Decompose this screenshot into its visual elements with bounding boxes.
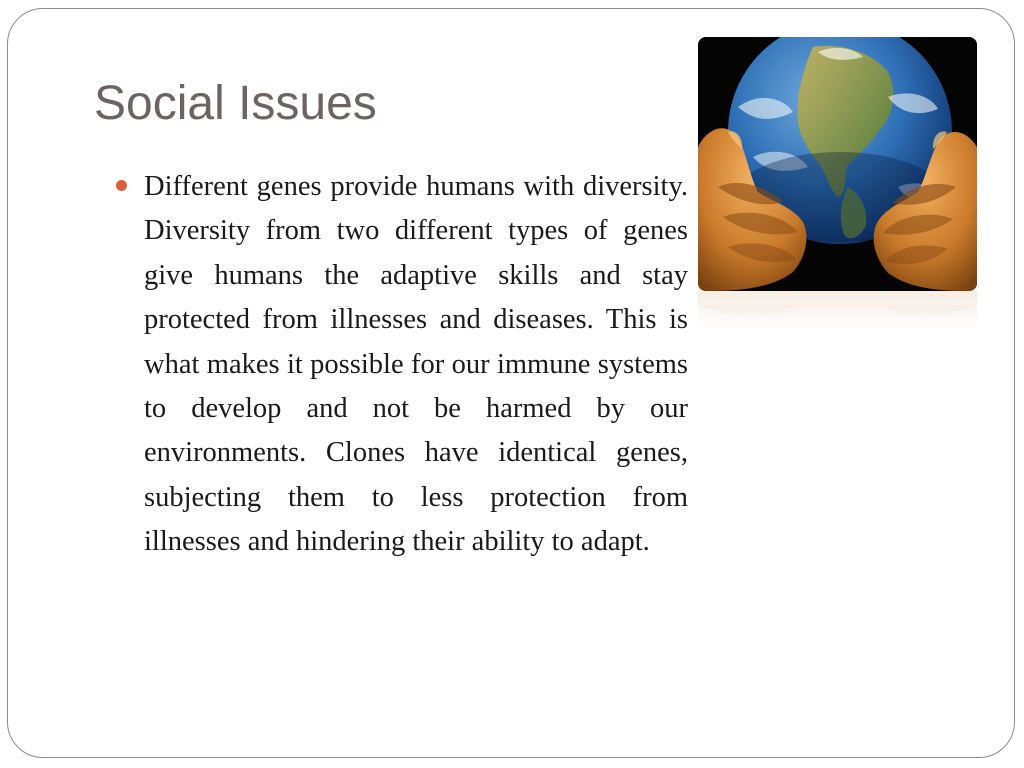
reflection-icon	[698, 291, 977, 329]
bullet-text: Different genes provide humans with diversity. Diversity from two different types of genes give humans the adaptive skills and stay protected from illnesses and diseases. This is what makes it possible for our immune systems to develop and not be harmed by our environments. Clones have identical genes, subjecting them to less protection from illnesses and hindering their ability to adapt.	[144, 171, 688, 558]
bullet-item	[116, 165, 688, 565]
slide-title: Social Issues	[94, 77, 377, 130]
bullet-dot-icon	[116, 180, 127, 191]
globe-in-hands-image	[698, 37, 977, 291]
globe-in-hands-icon	[698, 37, 977, 291]
bullet-list	[116, 165, 688, 565]
image-reflection	[698, 291, 977, 329]
